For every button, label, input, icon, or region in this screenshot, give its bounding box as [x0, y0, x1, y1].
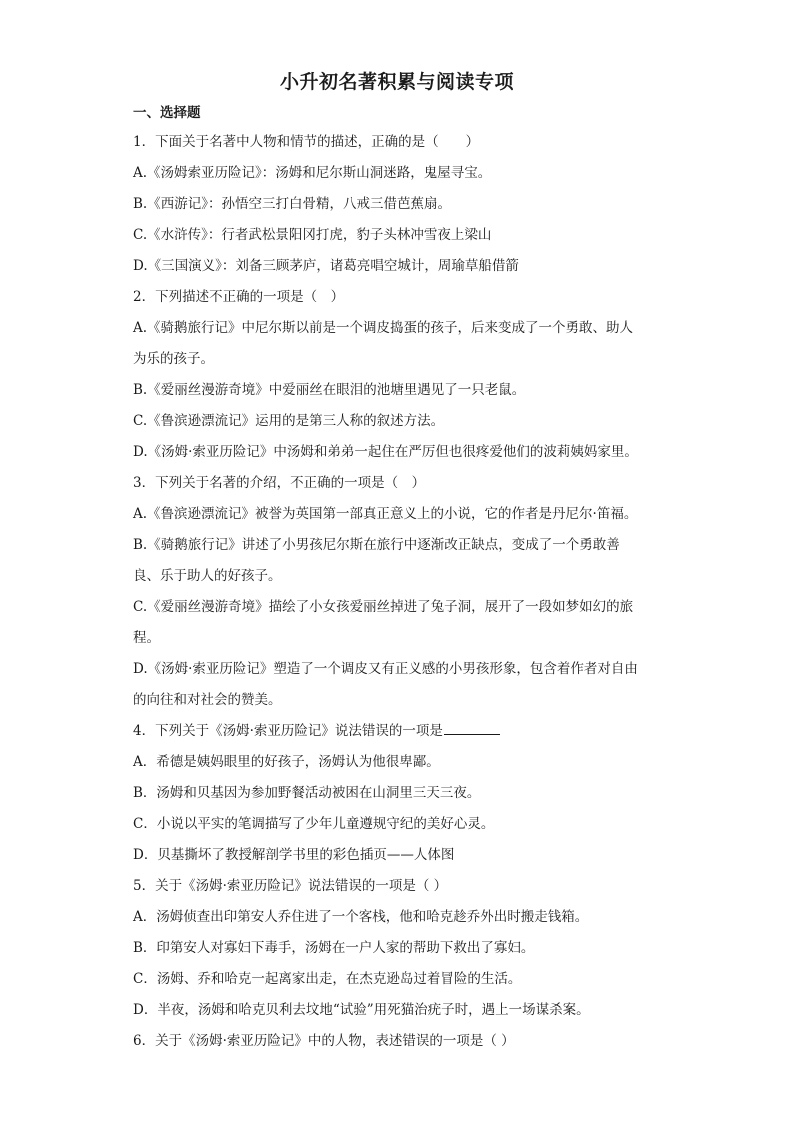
answer-option-continuation: 良、乐于助人的好孩子。 [133, 568, 282, 584]
answer-option: A．汤姆侦查出印第安人乔住进了一个客栈，他和哈克趁乔外出时搬走钱箱。 [133, 909, 589, 925]
answer-option-continuation: 程。 [133, 630, 160, 646]
answer-option-continuation: 为乐的孩子。 [133, 351, 214, 367]
answer-option: A.《鲁滨逊漂流记》被誉为英国第一部真正意义上的小说，它的作者是丹尼尔·笛福。 [133, 506, 638, 522]
answer-option: D．半夜，汤姆和哈克贝利去坟地“试验”用死猫治疣子时，遇上一场谋杀案。 [133, 1002, 590, 1018]
answer-option: B.《西游记》：孙悟空三打白骨精，八戒三借芭蕉扇。 [133, 196, 451, 212]
answer-option: A.《汤姆索亚历险记》：汤姆和尼尔斯山洞迷路，鬼屋寻宝。 [133, 165, 492, 181]
answer-option: C.《爱丽丝漫游奇境》描绘了小女孩爱丽丝掉进了兔子洞，展开了一段如梦如幻的旅 [133, 599, 634, 615]
section-heading: 一、选择题 [133, 105, 201, 121]
answer-option-continuation: 的向往和对社会的赞美。 [133, 692, 282, 708]
question-stem: 2．下列描述不正确的一项是（ ） [133, 289, 345, 305]
answer-option: A.《骑鹅旅行记》中尼尔斯以前是一个调皮捣蛋的孩子，后来变成了一个勇敢、助人 [133, 320, 634, 336]
answer-option: D.《三国演义》：刘备三顾茅庐，诸葛亮唱空城计，周瑜草船借箭 [133, 258, 519, 274]
question-list [133, 127, 663, 1057]
answer-option: B．印第安人对寡妇下毒手，汤姆在一户人家的帮助下救出了寡妇。 [133, 940, 535, 956]
question-stem-row [133, 716, 663, 747]
question-stem: 3．下列关于名著的介绍，不正确的一项是（ ） [133, 475, 426, 491]
question-stem: 5．关于《汤姆·索亚历险记》说法错误的一项是（ ） [133, 878, 448, 894]
answer-option: D.《汤姆·索亚历险记》塑造了一个调皮又有正义感的小男孩形象，包含着作者对自由 [133, 661, 638, 677]
answer-option: D.《汤姆·索亚历险记》中汤姆和弟弟一起住在严厉但也很疼爱他们的波莉姨妈家里。 [133, 444, 638, 460]
answer-option: C．小说以平实的笔调描写了少年儿童遵规守纪的美好心灵。 [133, 816, 495, 832]
answer-blank [444, 720, 500, 735]
question-stem: 6．关于《汤姆·索亚历险记》中的人物，表述错误的一项是（ ） [133, 1033, 515, 1049]
question-stem: 4．下列关于《汤姆·索亚历险记》说法错误的一项是 [133, 723, 443, 739]
answer-option: C.《水浒传》：行者武松景阳冈打虎，豹子头林冲雪夜上梁山 [133, 227, 492, 243]
answer-option: B.《爱丽丝漫游奇境》中爱丽丝在眼泪的池塘里遇见了一只老鼠。 [133, 382, 526, 398]
question-stem: 1．下面关于名著中人物和情节的描述，正确的是（ ） [133, 134, 480, 150]
document-title: 小升初名著积累与阅读专项 [279, 71, 514, 93]
answer-option: D．贝基撕坏了教授解剖学书里的彩色插页——人体图 [133, 847, 455, 863]
answer-option: A．希德是姨妈眼里的好孩子，汤姆认为他很卑鄙。 [133, 754, 440, 770]
answer-option: B.《骑鹅旅行记》讲述了小男孩尼尔斯在旅行中逐渐改正缺点，变成了一个勇敢善 [133, 537, 620, 553]
answer-option: C.《鲁滨逊漂流记》运用的是第三人称的叙述方法。 [133, 413, 445, 429]
answer-option: B．汤姆和贝基因为参加野餐活动被困在山洞里三天三夜。 [133, 785, 481, 801]
answer-option: C．汤姆、乔和哈克一起离家出走，在杰克逊岛过着冒险的生活。 [133, 971, 522, 987]
